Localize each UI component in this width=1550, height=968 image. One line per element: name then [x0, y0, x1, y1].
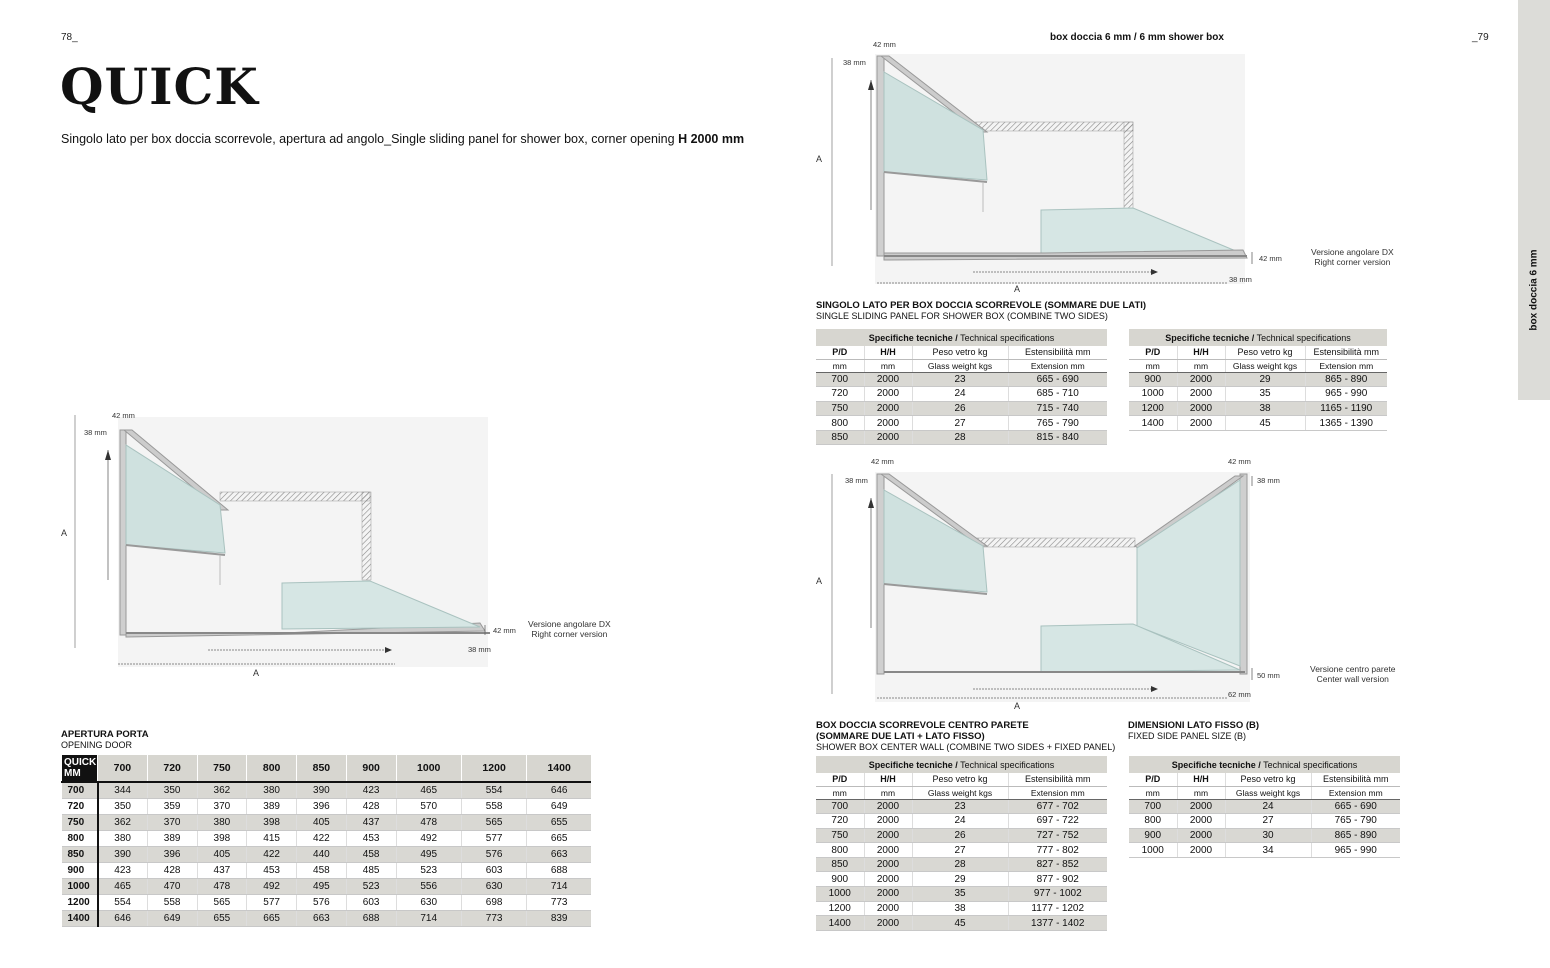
dim-a-horizontal-r1: A [1014, 284, 1021, 294]
table-cell: 45 [1225, 416, 1305, 431]
table-cell: 2000 [864, 887, 912, 902]
table-cell: 29 [1225, 372, 1305, 387]
table-cell: 2000 [1177, 799, 1225, 814]
table-cell: 428 [147, 862, 197, 878]
table-cell: 865 - 890 [1305, 372, 1387, 387]
table-cell: 2000 [864, 857, 912, 872]
table-cell: 773 [527, 894, 591, 910]
table-cell: 1200 [1129, 401, 1177, 416]
spec-table-1b: Specifiche tecniche / Technical specifications P/D H/H Peso vetro kg Estensibilità mm mm mm Glass weight kgs Extension mm 900 2000 29 865 - 890 1000 2000 35 965 - 990 1200 2000 38 1165 - 1190 1400 2000 45 1365 - 1390 [1129, 329, 1387, 431]
table-cell: 370 [147, 814, 197, 830]
dim-38mm-bottom: 38 mm [468, 645, 491, 654]
table-row [816, 814, 1107, 829]
spec-rows [816, 799, 1107, 930]
table-cell: 428 [346, 798, 396, 814]
table-cell: 465 [396, 782, 461, 798]
table-cell: 630 [461, 878, 526, 894]
table-row [62, 894, 592, 910]
table-cell: 576 [297, 894, 347, 910]
page-title: QUICK [60, 57, 259, 116]
table-cell: 1000 [1129, 387, 1177, 402]
table-row [62, 830, 592, 846]
table-cell: 715 - 740 [1008, 401, 1107, 416]
column-header: 1200 [461, 755, 526, 782]
table-cell: 765 - 790 [1311, 814, 1400, 829]
table-cell: 800 [816, 843, 864, 858]
row-header: 1000 [62, 878, 98, 894]
table-cell: 24 [1225, 799, 1311, 814]
table-cell: 750 [816, 401, 864, 416]
table-row [62, 862, 592, 878]
table-row [816, 857, 1107, 872]
table-cell: 492 [396, 830, 461, 846]
column-header: 750 [197, 755, 247, 782]
table-cell: 2000 [864, 916, 912, 931]
table-cell: 700 [1129, 799, 1177, 814]
table-cell: 603 [461, 862, 526, 878]
section2-subtitle: SHOWER BOX CENTER WALL (COMBINE TWO SIDES + FIXED PANEL) [816, 742, 1116, 752]
row-header: 1200 [62, 894, 98, 910]
table-row [816, 843, 1107, 858]
dim-a-vertical-r2: A [816, 576, 823, 586]
dim-50mm: 50 mm [1257, 671, 1280, 680]
table-cell: 697 - 722 [1008, 814, 1107, 829]
diagram-corner-right [815, 40, 1255, 290]
table-cell: 663 [527, 846, 591, 862]
table-cell: 800 [1129, 814, 1177, 829]
table-cell: 565 [461, 814, 526, 830]
subtitle-bold: H 2000 mm [678, 132, 745, 146]
table-cell: 422 [247, 846, 297, 862]
table-cell: 2000 [864, 814, 912, 829]
opening-corner: QUICK MM [62, 755, 98, 782]
table-row [62, 782, 592, 798]
table-cell: 437 [197, 862, 247, 878]
table-cell: 440 [297, 846, 347, 862]
table-cell: 458 [297, 862, 347, 878]
table-cell: 1200 [816, 901, 864, 916]
table-cell: 2000 [864, 843, 912, 858]
dim-a-horizontal-r2: A [1014, 701, 1021, 711]
table-row [1129, 799, 1400, 814]
table-cell: 45 [912, 916, 1008, 931]
page-subtitle [61, 132, 744, 146]
table-cell: 2000 [1177, 372, 1225, 387]
table-cell: 839 [527, 910, 591, 926]
table-row [1129, 828, 1400, 843]
table-cell: 900 [1129, 828, 1177, 843]
dim-a-vertical-r1: A [816, 154, 823, 164]
table-row [816, 799, 1107, 814]
table-cell: 458 [346, 846, 396, 862]
table-cell: 2000 [864, 430, 912, 445]
table-cell: 2000 [1177, 416, 1225, 431]
table-cell: 2000 [1177, 828, 1225, 843]
table-cell: 1377 - 1402 [1008, 916, 1107, 931]
spec-table-1a: Specifiche tecniche / Technical specifications P/D H/H Peso vetro kg Estensibilità mm mm mm Glass weight kgs Extension mm 700 2000 23 665 - 690 720 2000 24 685 - 710 750 2000 26 715 - 740 800 2000 27 765 - 790 850 2000 28 815 - 840 [816, 329, 1107, 445]
table-cell: 27 [912, 843, 1008, 858]
column-header: 850 [297, 755, 347, 782]
table-cell: 23 [912, 372, 1008, 387]
table-cell: 35 [1225, 387, 1305, 402]
table-cell: 685 - 710 [1008, 387, 1107, 402]
spec-table-3: Specifiche tecniche / Technical specifications P/D H/H Peso vetro kg Estensibilità mm mm mm Glass weight kgs Extension mm 700 2000 24 665 - 690 800 2000 27 765 - 790 900 2000 30 865 - 890 1000 2000 34 965 - 990 [1129, 756, 1400, 858]
spec-title: Specifiche tecniche / Technical specifications [1129, 329, 1387, 346]
row-header: 700 [62, 782, 98, 798]
table-row [1129, 814, 1400, 829]
table-cell: 865 - 890 [1311, 828, 1400, 843]
table-cell: 478 [396, 814, 461, 830]
version-it: Versione centro parete [1310, 664, 1396, 674]
table-cell: 2000 [1177, 843, 1225, 858]
spec-rows [1129, 372, 1387, 430]
table-cell: 453 [346, 830, 396, 846]
row-header: 800 [62, 830, 98, 846]
table-cell: 38 [912, 901, 1008, 916]
table-cell: 2000 [1177, 401, 1225, 416]
table-cell: 727 - 752 [1008, 828, 1107, 843]
table-cell: 470 [147, 878, 197, 894]
dim-42mm-right: 42 mm [493, 626, 516, 635]
table-cell: 24 [912, 387, 1008, 402]
table-cell: 554 [461, 782, 526, 798]
opening-heading [61, 729, 149, 751]
dim-38mm-r2-right: 38 mm [1257, 476, 1280, 485]
table-cell: 27 [912, 416, 1008, 431]
table-cell: 877 - 902 [1008, 872, 1107, 887]
dim-62mm: 62 mm [1228, 690, 1251, 699]
dim-a-vertical: A [61, 528, 68, 538]
section1-heading [816, 300, 1146, 322]
table-cell: 405 [197, 846, 247, 862]
table-cell: 777 - 802 [1008, 843, 1107, 858]
table-cell: 398 [197, 830, 247, 846]
table-cell: 396 [147, 846, 197, 862]
table-cell: 677 - 702 [1008, 799, 1107, 814]
version-en: Center wall version [1316, 674, 1389, 684]
table-row [816, 828, 1107, 843]
table-cell: 1000 [816, 887, 864, 902]
table-cell: 577 [247, 894, 297, 910]
table-cell: 38 [1225, 401, 1305, 416]
row-header: 720 [62, 798, 98, 814]
table-cell: 665 - 690 [1311, 799, 1400, 814]
table-cell: 570 [396, 798, 461, 814]
table-row [816, 372, 1107, 387]
table-cell: 700 [816, 372, 864, 387]
table-row [816, 401, 1107, 416]
table-cell: 389 [147, 830, 197, 846]
table-cell: 558 [461, 798, 526, 814]
dim-a-horizontal: A [253, 668, 260, 678]
table-cell: 2000 [864, 416, 912, 431]
table-cell: 765 - 790 [1008, 416, 1107, 431]
table-cell: 665 [247, 910, 297, 926]
table-cell: 850 [816, 857, 864, 872]
table-row [816, 901, 1107, 916]
table-cell: 390 [98, 846, 148, 862]
table-cell: 1365 - 1390 [1305, 416, 1387, 431]
table-cell: 35 [912, 887, 1008, 902]
table-cell: 29 [912, 872, 1008, 887]
dim-42mm-r1: 42 mm [873, 40, 896, 49]
dim-42mm-r1-right: 42 mm [1259, 254, 1282, 263]
table-row [1129, 416, 1387, 431]
table-cell: 630 [396, 894, 461, 910]
dim-42mm-r2: 42 mm [871, 457, 894, 466]
table-row [816, 916, 1107, 931]
table-row [1129, 843, 1400, 858]
table-cell: 523 [396, 862, 461, 878]
table-cell: 26 [912, 828, 1008, 843]
table-cell: 2000 [864, 901, 912, 916]
section2-title-2: (SOMMARE DUE LATI + LATO FISSO) [816, 731, 985, 742]
row-header: 900 [62, 862, 98, 878]
table-cell: 396 [297, 798, 347, 814]
table-cell: 1165 - 1190 [1305, 401, 1387, 416]
page-number-right: _79 [1472, 32, 1489, 43]
section1-title: SINGOLO LATO PER BOX DOCCIA SCORREVOLE (SOMMARE DUE LATI) [816, 300, 1147, 311]
table-row [1129, 387, 1387, 402]
table-cell: 362 [98, 814, 148, 830]
table-cell: 655 [197, 910, 247, 926]
version-it: Versione angolare DX [1311, 247, 1394, 257]
table-row [62, 798, 592, 814]
table-cell: 665 [527, 830, 591, 846]
section1-subtitle: SINGLE SLIDING PANEL FOR SHOWER BOX (COMBINE TWO SIDES) [816, 311, 1108, 321]
table-cell: 415 [247, 830, 297, 846]
table-cell: 350 [98, 798, 148, 814]
dim-38mm: 38 mm [84, 428, 107, 437]
column-header: 1000 [396, 755, 461, 782]
version-it: Versione angolare DX [528, 619, 611, 629]
column-header: 900 [346, 755, 396, 782]
table-cell: 554 [98, 894, 148, 910]
opening-subtitle: OPENING DOOR [61, 740, 133, 750]
table-cell: 965 - 990 [1305, 387, 1387, 402]
table-cell: 437 [346, 814, 396, 830]
table-cell: 900 [1129, 372, 1177, 387]
table-row [62, 910, 592, 926]
section2-heading [816, 720, 1115, 753]
table-cell: 698 [461, 894, 526, 910]
table-cell: 720 [816, 814, 864, 829]
opening-table [61, 755, 591, 927]
table-cell: 714 [396, 910, 461, 926]
table-cell: 26 [912, 401, 1008, 416]
opening-title: APERTURA PORTA [61, 729, 149, 740]
spec-rows [1129, 799, 1400, 857]
table-cell: 380 [197, 814, 247, 830]
table-cell: 2000 [1177, 387, 1225, 402]
table-row [62, 878, 592, 894]
table-cell: 344 [98, 782, 148, 798]
page-number-left: 78_ [61, 32, 78, 43]
spec-title: Specifiche tecniche / Technical specifications [816, 329, 1107, 346]
section3-heading [1128, 720, 1259, 742]
table-cell: 663 [297, 910, 347, 926]
dim-42mm: 42 mm [112, 411, 135, 420]
table-cell: 2000 [1177, 814, 1225, 829]
table-cell: 398 [247, 814, 297, 830]
table-cell: 478 [197, 878, 247, 894]
table-cell: 688 [346, 910, 396, 926]
dim-38mm-r2: 38 mm [845, 476, 868, 485]
version-label-r1 [1311, 247, 1394, 267]
table-cell: 27 [1225, 814, 1311, 829]
table-cell: 28 [912, 857, 1008, 872]
table-row [816, 416, 1107, 431]
table-cell: 649 [147, 910, 197, 926]
opening-rows [62, 782, 592, 926]
table-cell: 350 [147, 782, 197, 798]
table-cell: 577 [461, 830, 526, 846]
table-cell: 390 [297, 782, 347, 798]
table-cell: 423 [346, 782, 396, 798]
version-en: Right corner version [1314, 257, 1391, 267]
table-cell: 646 [527, 782, 591, 798]
table-row [816, 387, 1107, 402]
table-cell: 800 [816, 416, 864, 431]
table-cell: 750 [816, 828, 864, 843]
table-cell: 1400 [1129, 416, 1177, 431]
row-header: 750 [62, 814, 98, 830]
side-tab-label: box doccia 6 mm [1528, 249, 1540, 331]
table-cell: 2000 [864, 799, 912, 814]
table-cell: 576 [461, 846, 526, 862]
table-cell: 558 [147, 894, 197, 910]
version-label-left [528, 619, 611, 639]
table-cell: 665 - 690 [1008, 372, 1107, 387]
table-row [816, 887, 1107, 902]
column-header: 800 [247, 755, 297, 782]
table-cell: 380 [98, 830, 148, 846]
table-row [1129, 401, 1387, 416]
table-cell: 815 - 840 [1008, 430, 1107, 445]
table-cell: 362 [197, 782, 247, 798]
table-cell: 359 [147, 798, 197, 814]
table-cell: 714 [527, 878, 591, 894]
table-row [816, 872, 1107, 887]
spec-rows [816, 372, 1107, 445]
column-header: 720 [147, 755, 197, 782]
table-cell: 422 [297, 830, 347, 846]
table-cell: 2000 [864, 828, 912, 843]
table-cell: 453 [247, 862, 297, 878]
table-cell: 485 [346, 862, 396, 878]
table-cell: 977 - 1002 [1008, 887, 1107, 902]
table-cell: 565 [197, 894, 247, 910]
section3-subtitle: FIXED SIDE PANEL SIZE (B) [1128, 731, 1247, 741]
table-cell: 1177 - 1202 [1008, 901, 1107, 916]
table-cell: 405 [297, 814, 347, 830]
table-cell: 1000 [1129, 843, 1177, 858]
version-en: Right corner version [531, 629, 608, 639]
table-cell: 900 [816, 872, 864, 887]
dim-38mm-r1: 38 mm [843, 58, 866, 67]
table-cell: 2000 [864, 387, 912, 402]
table-cell: 700 [816, 799, 864, 814]
table-cell: 423 [98, 862, 148, 878]
row-header: 850 [62, 846, 98, 862]
table-cell: 646 [98, 910, 148, 926]
diagram-center-wall [815, 458, 1255, 708]
table-cell: 850 [816, 430, 864, 445]
table-cell: 720 [816, 387, 864, 402]
table-row [816, 430, 1107, 445]
table-cell: 523 [346, 878, 396, 894]
column-header: 700 [98, 755, 148, 782]
column-header: 1400 [527, 755, 591, 782]
section3-title: DIMENSIONI LATO FISSO (B) [1128, 720, 1260, 731]
table-cell: 370 [197, 798, 247, 814]
table-cell: 495 [396, 846, 461, 862]
table-row [1129, 372, 1387, 387]
section2-title-1: BOX DOCCIA SCORREVOLE CENTRO PARETE [816, 720, 1029, 731]
table-cell: 380 [247, 782, 297, 798]
table-cell: 24 [912, 814, 1008, 829]
dim-38mm-r1-bottom: 38 mm [1229, 275, 1252, 284]
table-cell: 2000 [864, 872, 912, 887]
table-cell: 556 [396, 878, 461, 894]
table-cell: 1400 [816, 916, 864, 931]
table-cell: 34 [1225, 843, 1311, 858]
table-cell: 495 [297, 878, 347, 894]
table-cell: 2000 [864, 401, 912, 416]
table-cell: 649 [527, 798, 591, 814]
table-cell: 688 [527, 862, 591, 878]
version-label-r2 [1310, 664, 1396, 684]
table-cell: 23 [912, 799, 1008, 814]
table-cell: 827 - 852 [1008, 857, 1107, 872]
table-cell: 603 [346, 894, 396, 910]
table-cell: 655 [527, 814, 591, 830]
section-header: box doccia 6 mm / 6 mm shower box [1050, 32, 1224, 43]
dim-42mm-r2-right: 42 mm [1228, 457, 1251, 466]
spec-title: Specifiche tecniche / Technical specifications [816, 756, 1107, 773]
side-tab [1518, 0, 1550, 400]
table-cell: 2000 [864, 372, 912, 387]
table-cell: 30 [1225, 828, 1311, 843]
table-row [62, 846, 592, 862]
table-cell: 28 [912, 430, 1008, 445]
table-cell: 389 [247, 798, 297, 814]
table-cell: 965 - 990 [1311, 843, 1400, 858]
spec-table-2: Specifiche tecniche / Technical specifications P/D H/H Peso vetro kg Estensibilità mm mm mm Glass weight kgs Extension mm 700 2000 23 677 - 702 720 2000 24 697 - 722 750 2000 26 727 - 752 800 2000 27 777 - 802 850 2000 28 827 - 852 900 2000 29 877 - 902 1000 2000 35 977 - 1002 1200 2000 38 1177 - 1202 1400 2000 45 1377 - 1402 [816, 756, 1107, 931]
table-cell: 773 [461, 910, 526, 926]
table-cell: 492 [247, 878, 297, 894]
table-cell: 465 [98, 878, 148, 894]
row-header: 1400 [62, 910, 98, 926]
subtitle-text: Singolo lato per box doccia scorrevole, apertura ad angolo_Single sliding panel for shower box, corner opening [61, 132, 675, 146]
spec-title: Specifiche tecniche / Technical specifications [1129, 756, 1400, 773]
table-row [62, 814, 592, 830]
